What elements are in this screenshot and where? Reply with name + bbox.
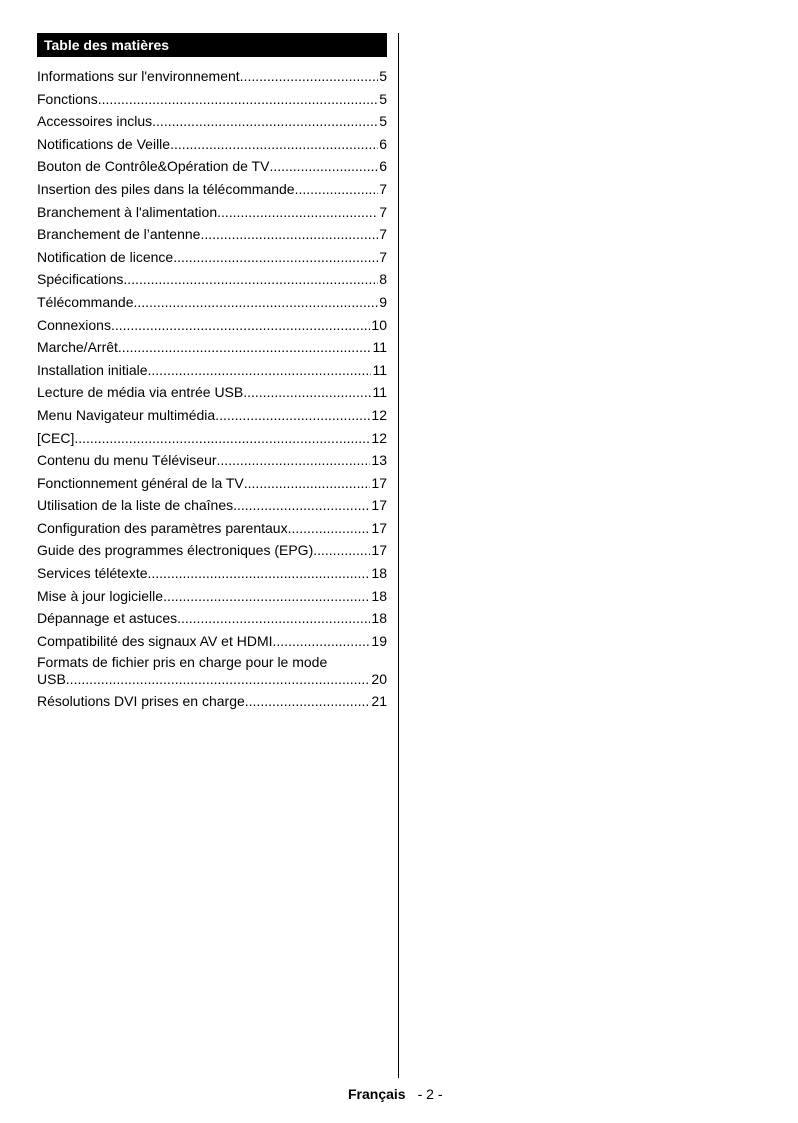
page-footer <box>348 1086 442 1102</box>
toc-entry[interactable] <box>37 268 387 291</box>
table-of-contents <box>37 33 387 713</box>
toc-entry-page: 7 <box>379 226 387 243</box>
toc-entry-page: 10 <box>371 316 387 333</box>
toc-entry-page: 5 <box>379 90 387 107</box>
toc-entry[interactable] <box>37 539 387 562</box>
toc-entry[interactable] <box>37 88 387 111</box>
toc-entry-title: Connexions <box>37 316 111 333</box>
toc-entry-title-line1: Formats de fichier pris en charge pour le mode <box>37 654 328 671</box>
toc-entry-page: 5 <box>379 113 387 130</box>
toc-entry-page: 17 <box>371 519 387 536</box>
toc-leader-dots <box>273 630 371 653</box>
toc-entry-page: 12 <box>371 429 387 446</box>
toc-entry-title: Utilisation de la liste de chaînes <box>37 497 234 514</box>
toc-entry[interactable] <box>37 630 387 653</box>
toc-entry-title: Menu Navigateur multimédia <box>37 406 216 423</box>
toc-entry-title: Compatibilité des signaux AV et HDMI <box>37 632 273 649</box>
toc-entry-title: Spécifications <box>37 271 124 288</box>
toc-entry-title: Services télétexte <box>37 565 148 582</box>
toc-leader-dots <box>233 494 370 517</box>
toc-entry-title: Configuration des paramètres parentaux <box>37 519 288 536</box>
toc-leader-dots <box>313 539 370 562</box>
toc-entry-page: 17 <box>371 497 387 514</box>
footer-page-number: - 2 - <box>417 1086 443 1102</box>
toc-entry[interactable] <box>37 201 387 224</box>
footer-language: Français <box>348 1086 406 1102</box>
toc-entry[interactable] <box>37 562 387 585</box>
toc-leader-dots <box>200 223 378 246</box>
toc-leader-dots <box>269 155 378 178</box>
toc-leader-dots <box>111 314 370 337</box>
toc-entry-title: Accessoires inclus <box>37 113 153 130</box>
toc-entry[interactable] <box>37 178 387 201</box>
toc-entry-title: Branchement de l’antenne <box>37 226 201 243</box>
toc-entry-title: Informations sur l'environnement <box>37 68 240 84</box>
toc-leader-dots <box>177 607 370 630</box>
toc-entry[interactable] <box>37 427 387 450</box>
toc-leader-dots <box>245 690 371 713</box>
toc-leader-dots <box>74 427 370 450</box>
toc-leader-dots <box>215 404 370 427</box>
toc-entry[interactable] <box>37 314 387 337</box>
toc-entry-page: 7 <box>379 203 387 220</box>
toc-entry-title: Branchement à l'alimentation <box>37 203 218 220</box>
toc-entry-title: Lecture de média via entrée USB <box>37 384 244 401</box>
toc-entry-page: 20 <box>371 671 387 688</box>
toc-entry[interactable] <box>37 494 387 517</box>
toc-leader-dots <box>148 562 371 585</box>
toc-entry-page: 12 <box>371 406 387 423</box>
toc-entry[interactable] <box>37 359 387 382</box>
toc-heading: Table des matières <box>37 33 387 57</box>
toc-entry-title: Bouton de Contrôle&Opération de TV <box>37 158 270 175</box>
toc-entry[interactable] <box>37 472 387 495</box>
toc-entry-page: 6 <box>379 158 387 175</box>
toc-entry-title: Notifications de Veille <box>37 135 171 152</box>
toc-entry-page: 21 <box>371 693 387 710</box>
toc-leader-dots <box>163 585 370 608</box>
toc-leader-dots <box>244 472 371 495</box>
toc-entry-page: 11 <box>372 384 387 401</box>
toc-entry-title: Mise à jour logicielle <box>37 587 164 604</box>
toc-entry-page: 11 <box>372 361 387 378</box>
toc-leader-dots <box>134 291 379 314</box>
toc-leader-dots <box>240 65 379 88</box>
toc-leader-dots <box>98 88 379 111</box>
toc-leader-dots <box>152 110 378 133</box>
toc-entry[interactable] <box>37 65 387 88</box>
toc-entry-page: 17 <box>371 474 387 491</box>
toc-entry[interactable] <box>37 381 387 404</box>
toc-entry-title: Télécommande <box>37 293 134 310</box>
toc-entry-title-line2: USB <box>37 671 66 688</box>
toc-entry[interactable] <box>37 404 387 427</box>
toc-entry-page: 8 <box>379 271 387 288</box>
toc-entry[interactable] <box>37 690 387 713</box>
toc-leader-dots <box>148 359 372 382</box>
toc-entry-page: 11 <box>372 339 387 356</box>
toc-entry-title: Insertion des piles dans la télécommande <box>37 180 295 197</box>
toc-entry-title: Contenu du menu Téléviseur <box>37 452 217 469</box>
toc-leader-dots <box>118 336 372 359</box>
toc-entry[interactable] <box>37 133 387 156</box>
toc-entry[interactable] <box>37 517 387 540</box>
toc-entry-title: Marche/Arrêt <box>37 339 118 356</box>
toc-entry[interactable] <box>37 155 387 178</box>
toc-leader-dots <box>295 178 379 201</box>
toc-leader-dots <box>217 449 371 472</box>
toc-entry-page: 18 <box>371 587 387 604</box>
toc-entry-page: 17 <box>371 542 387 559</box>
toc-entry[interactable] <box>37 449 387 472</box>
toc-entry-title: Guide des programmes électroniques (EPG) <box>37 542 314 559</box>
toc-entry-page: 6 <box>379 135 387 152</box>
toc-entry-page: 7 <box>379 248 387 265</box>
toc-entry-title: Installation initiale <box>37 361 148 378</box>
toc-entry-page: 18 <box>371 610 387 627</box>
toc-entry-page: 18 <box>371 565 387 582</box>
toc-entry-page: 13 <box>371 452 387 469</box>
toc-entry-multiline[interactable] <box>37 652 387 690</box>
toc-leader-dots <box>217 201 378 224</box>
toc-list <box>37 65 387 713</box>
toc-entry-title: [CEC] <box>37 429 75 446</box>
toc-entry-page: 9 <box>379 293 387 310</box>
toc-leader-dots <box>170 133 378 156</box>
toc-entry-title: Fonctions <box>37 90 98 107</box>
toc-entry-title: Notification de licence <box>37 248 174 265</box>
toc-entry[interactable] <box>37 291 387 314</box>
toc-entry-page: 19 <box>371 632 387 649</box>
toc-leader-dots <box>243 381 371 404</box>
toc-entry[interactable] <box>37 110 387 133</box>
toc-leader-dots <box>123 268 378 291</box>
toc-leader-dots <box>173 246 378 269</box>
toc-entry-title: Fonctionnement général de la TV <box>37 474 244 491</box>
toc-entry[interactable] <box>37 336 387 359</box>
toc-entry-page: 5 <box>379 68 387 84</box>
toc-entry[interactable] <box>37 607 387 630</box>
toc-entry[interactable] <box>37 585 387 608</box>
toc-entry[interactable] <box>37 223 387 246</box>
toc-entry-title: Résolutions DVI prises en charge <box>37 693 245 710</box>
toc-leader-dots <box>66 671 371 688</box>
column-divider <box>398 33 399 1078</box>
toc-leader-dots <box>288 517 371 540</box>
toc-entry[interactable] <box>37 246 387 269</box>
toc-entry-title: Dépannage et astuces <box>37 610 178 627</box>
toc-entry-page: 7 <box>379 180 387 197</box>
